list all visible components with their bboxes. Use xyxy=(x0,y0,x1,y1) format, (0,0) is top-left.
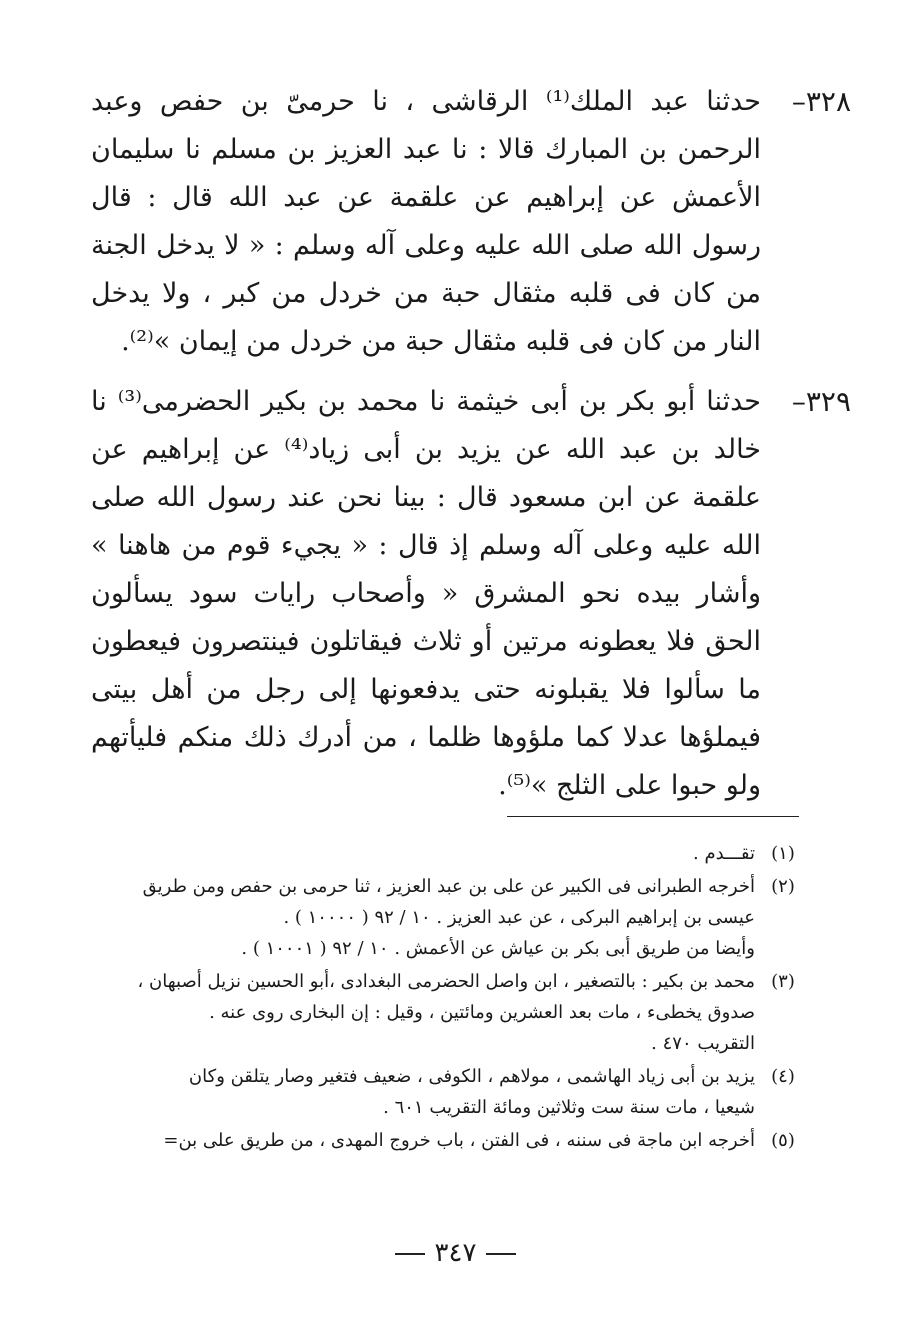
footnote-number: (٢) xyxy=(771,876,795,897)
footnotes xyxy=(97,838,803,1158)
footnote-line: شيعيا ، مات سنة ست وثلاثين ومائة التقريب ٦٠١ . xyxy=(383,1097,755,1118)
page-number-dash xyxy=(395,1253,425,1255)
footnote-number: (٤) xyxy=(771,1066,795,1087)
footnote-line: تقـــدم . xyxy=(693,843,755,864)
hadith-329 xyxy=(91,378,851,810)
footnote-line: محمد بن بكير : بالتصغير ، ابن واصل الحضرمى البغدادى ،أبو الحسين نزيل أصبهان ، xyxy=(137,971,755,992)
hadith-328 xyxy=(91,78,851,366)
footnote-line: أخرجه ابن ماجة فى سننه ، فى الفتن ، باب خروج المهدى ، من طريق على بن= xyxy=(163,1130,755,1151)
footnote-line: أخرجه الطبرانى فى الكبير عن على بن عبد العزيز ، ثنا حرمى بن حفص ومن طريق xyxy=(142,876,755,897)
hadith-text: حدثنا أبو بكر بن أبى خيثمة نا محمد بن بكير الحضرمى⁽³⁾ نا خالد بن عبد الله عن يزيد بن أبى زياد⁽⁴⁾ عن إبراهيم عن علقمة عن ابن مسعود قال : بينا نحن عند رسول الله صلى الله عليه وعلى آله وسلم إذ قال : « يجيء قوم من هاهنا » وأشار بيده نحو المشرق « وأصحاب رايات سود يسألون الحق فلا يعطونه مرتين أو ثلاث فيقاتلون فينتصرون فيعطون ما سألوا فلا يقبلونه حتى يدفعونها إلى رجل من أهل بيتى فيملؤها عدلا كما ملؤوها ظلما ، من أدرك ذلك منكم فليأتهم ولو حبوا على الثلج »⁽⁵⁾. xyxy=(91,386,761,801)
footnote-5 xyxy=(97,1125,803,1156)
page-number-area xyxy=(0,1238,911,1268)
footnote-line: يزيد بن أبى زياد الهاشمى ، مولاهم ، الكوفى ، ضعيف فتغير وصار يتلقن وكان xyxy=(188,1066,755,1087)
footnote-1 xyxy=(97,838,803,869)
footnote-line: التقريب ٤٧٠ . xyxy=(651,1033,755,1054)
footnote-number: (١) xyxy=(771,843,795,864)
page-number-dash xyxy=(486,1253,516,1255)
hadith-number: ٣٢٩– xyxy=(791,385,851,418)
footnote-4 xyxy=(97,1061,803,1123)
footnote-line: وأيضا من طريق أبى بكر بن عياش عن الأعمش . ١٠ / ٩٢ ( ١٠٠٠١ ) . xyxy=(241,938,755,959)
footnote-number: (٣) xyxy=(771,971,795,992)
footnote-2 xyxy=(97,871,803,964)
footnote-line: صدوق يخطىء ، مات بعد العشرين ومائتين ، وقيل : إن البخارى روى عنه . xyxy=(209,1002,755,1023)
footnote-3 xyxy=(97,966,803,1059)
hadith-number: ٣٢٨– xyxy=(791,85,851,118)
footnote-number: (٥) xyxy=(771,1130,795,1151)
footnote-line: عيسى بن إبراهيم البركى ، عن عبد العزيز . ١٠ / ٩٢ ( ١٠٠٠٠ ) . xyxy=(283,907,755,928)
page-number: ٣٤٧ xyxy=(434,1238,477,1268)
hadith-text: حدثنا عبد الملك⁽¹⁾ الرقاشى ، نا حرمىّ بن حفص وعبد الرحمن بن المبارك قالا : نا عبد العزيز بن مسلم نا سليمان الأعمش عن إبراهيم عن علقمة عن عبد الله قال : قال رسول الله صلى الله عليه وعلى آله وسلم : « لا يدخل الجنة من كان فى قلبه مثقال حبة من خردل من كبر ، ولا يدخل النار من كان فى قلبه مثقال حبة من خردل من إيمان »⁽²⁾. xyxy=(91,86,761,357)
footnote-divider xyxy=(507,816,799,817)
